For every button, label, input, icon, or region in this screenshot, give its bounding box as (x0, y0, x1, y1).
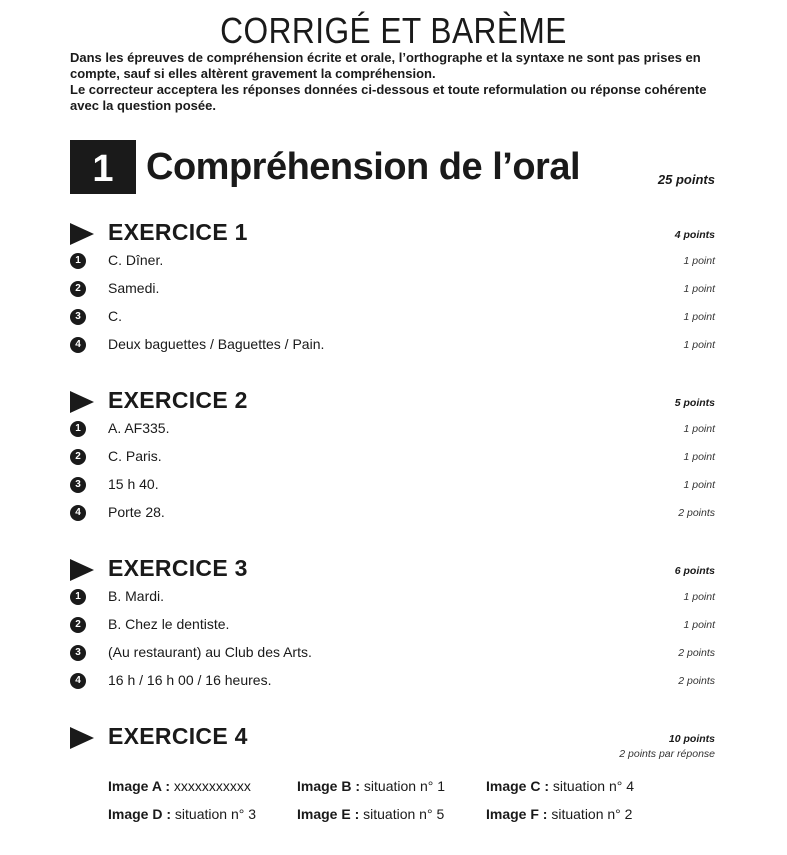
answer-row (70, 277, 715, 305)
exercise-header (70, 387, 715, 417)
intro-text (70, 50, 730, 114)
answer-points: 1 point (683, 255, 715, 267)
intro-paragraph-2: Le correcteur acceptera les réponses données ci-dessous et toute reformulation ou réponse cohérente avec la question posée. (70, 82, 707, 113)
exercise-title: EXERCICE 3 (108, 555, 248, 581)
image-answer (297, 806, 444, 822)
answer-text: Porte 28. (108, 504, 165, 520)
image-answer (486, 778, 634, 794)
number-badge-icon: 2 (70, 449, 86, 465)
answer-row (70, 445, 715, 473)
answer-points: 1 point (683, 619, 715, 631)
triangle-bullet-icon (70, 391, 94, 413)
image-value: situation n° 2 (551, 806, 633, 822)
number-badge-icon: 2 (70, 617, 86, 633)
number-badge-icon: 4 (70, 673, 86, 689)
image-value: xxxxxxxxxxx (173, 778, 251, 794)
triangle-bullet-icon (70, 223, 94, 245)
answer-row (70, 305, 715, 333)
exercise-header (70, 555, 715, 585)
answer-text: 16 h / 16 h 00 / 16 heures. (108, 672, 272, 688)
exercise-header (70, 219, 715, 249)
answer-row (70, 249, 715, 277)
exercise-subpoints: 2 points par réponse (619, 748, 715, 760)
answer-points: 1 point (683, 283, 715, 295)
answer-text: C. Paris. (108, 448, 162, 464)
page-title: CORRIGÉ ET BARÈME (220, 10, 567, 51)
image-answer (108, 778, 251, 794)
image-answer (486, 806, 632, 822)
answer-points: 1 point (683, 479, 715, 491)
answer-points: 1 point (683, 591, 715, 603)
exercise-title: EXERCICE 4 (108, 723, 248, 749)
triangle-bullet-icon (70, 727, 94, 749)
answer-text: C. Dîner. (108, 252, 164, 268)
answer-row (70, 641, 715, 669)
exercise-3 (70, 555, 715, 697)
answer-points: 2 points (678, 507, 715, 519)
exercise-title: EXERCICE 1 (108, 219, 248, 245)
number-badge-icon: 3 (70, 477, 86, 493)
image-value: situation n° 3 (174, 806, 257, 822)
answer-row (70, 333, 715, 361)
section-number: 1 (70, 140, 136, 194)
number-badge-icon: 3 (70, 645, 86, 661)
answer-text: B. Chez le dentiste. (108, 616, 230, 632)
exercise-2 (70, 387, 715, 529)
exercise-points: 4 points (674, 229, 715, 241)
answer-text: Samedi. (108, 280, 160, 296)
number-badge-icon: 3 (70, 309, 86, 325)
answer-row (70, 501, 715, 529)
image-label: Image F : (486, 806, 548, 822)
answer-points: 2 points (678, 647, 715, 659)
exercise-1 (70, 219, 715, 361)
answer-row (70, 473, 715, 501)
image-label: Image D : (108, 806, 172, 822)
section-title: Compréhension de l’oral (146, 146, 581, 188)
answer-row (70, 585, 715, 613)
number-badge-icon: 1 (70, 421, 86, 437)
image-value: situation n° 4 (552, 778, 635, 794)
number-badge-icon: 2 (70, 281, 86, 297)
exercise-points: 6 points (674, 565, 715, 577)
image-label: Image B : (297, 778, 361, 794)
image-label: Image A : (108, 778, 170, 794)
section-header (70, 140, 715, 194)
exercise-header (70, 723, 715, 760)
image-value: situation n° 1 (363, 778, 446, 794)
answer-row (70, 417, 715, 445)
answer-text: B. Mardi. (108, 588, 165, 604)
image-label: Image E : (297, 806, 360, 822)
exercise-points: 5 points (674, 397, 715, 409)
image-label: Image C : (486, 778, 550, 794)
answer-row (70, 669, 715, 697)
answer-text: A. AF335. (108, 420, 170, 436)
answer-points: 2 points (678, 675, 715, 687)
answer-text: (Au restaurant) au Club des Arts. (108, 644, 312, 660)
number-badge-icon: 4 (70, 337, 86, 353)
section-points: 25 points (657, 172, 715, 187)
number-badge-icon: 1 (70, 253, 86, 269)
answer-text: 15 h 40. (108, 476, 159, 492)
number-badge-icon: 4 (70, 505, 86, 521)
image-answer (108, 806, 256, 822)
answer-points: 1 point (683, 311, 715, 323)
exercise-4 (70, 723, 715, 760)
exercise-title: EXERCICE 2 (108, 387, 248, 413)
intro-paragraph-1: Dans les épreuves de compréhension écrite et orale, l’orthographe et la syntaxe ne sont pas prises en compte, sauf si elles altèrent gravement la compréhension. (70, 50, 701, 81)
number-badge-icon: 1 (70, 589, 86, 605)
triangle-bullet-icon (70, 559, 94, 581)
image-value: situation n° 5 (363, 806, 445, 822)
answer-text: Deux baguettes / Baguettes / Pain. (108, 336, 325, 352)
answer-row (70, 613, 715, 641)
image-answer (297, 778, 445, 794)
answer-points: 1 point (683, 339, 715, 351)
exercise-points: 10 points (668, 733, 715, 745)
answer-points: 1 point (683, 423, 715, 435)
answer-points: 1 point (683, 451, 715, 463)
answer-text: C. (108, 308, 122, 324)
